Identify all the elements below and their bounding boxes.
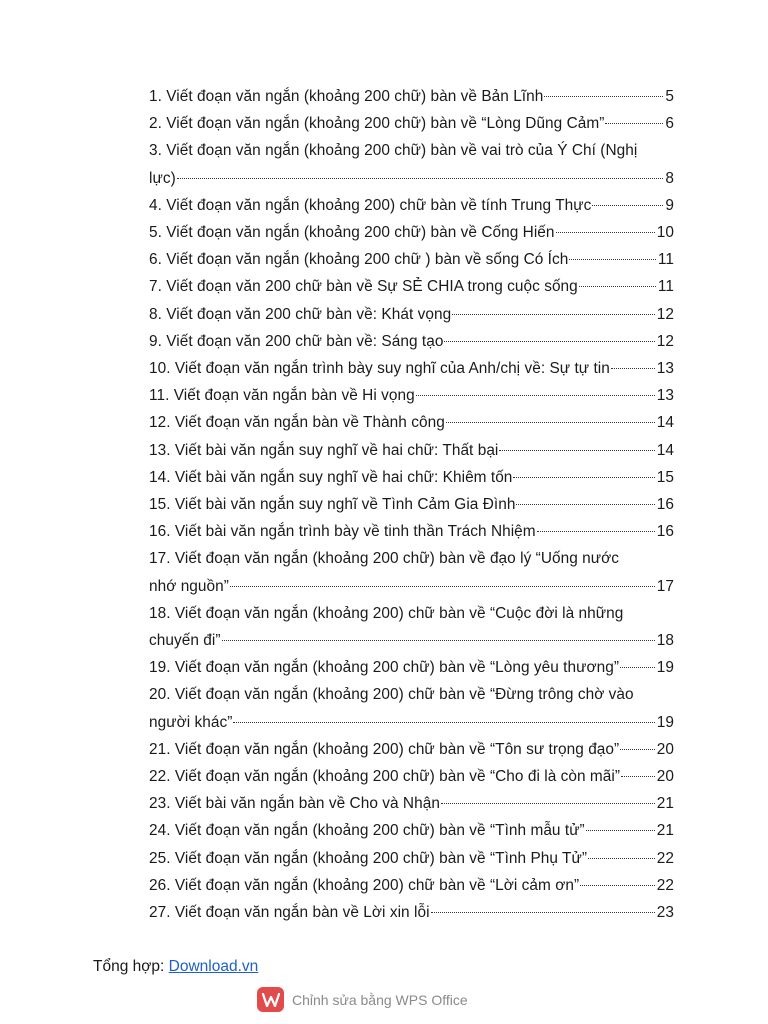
toc-page-number: 18 — [656, 632, 674, 650]
toc-entry[interactable] — [149, 872, 674, 899]
toc-entry[interactable] — [149, 518, 674, 545]
dot-leader — [452, 314, 655, 315]
toc-page-number: 21 — [656, 795, 674, 813]
dot-leader — [556, 232, 655, 233]
toc-entry[interactable] — [149, 600, 674, 654]
dot-leader — [592, 205, 663, 206]
toc-entry[interactable] — [149, 491, 674, 518]
toc-entry-text: lực) — [149, 169, 176, 187]
dot-leader — [441, 803, 655, 804]
toc-entry-text: 7. Viết đoạn văn 200 chữ bàn về Sự SẺ CHIA trong cuộc sống — [149, 278, 578, 296]
toc-page-number: 11 — [657, 278, 674, 296]
toc-entry[interactable] — [149, 83, 674, 110]
toc-page-number: 19 — [656, 713, 674, 731]
toc-entry-text: 5. Viết đoạn văn ngắn (khoảng 200 chữ) bàn về Cống Hiến — [149, 224, 555, 242]
toc-entry[interactable] — [149, 246, 674, 273]
toc-entry[interactable] — [149, 409, 674, 436]
toc-page-number: 23 — [656, 904, 674, 922]
dot-leader — [620, 749, 655, 750]
toc-entry[interactable] — [149, 464, 674, 491]
toc-entry-text: 20. Viết đoạn văn ngắn (khoảng 200) chữ bàn về “Đừng trông chờ vào — [149, 686, 634, 704]
toc-entry[interactable] — [149, 437, 674, 464]
toc-entry-text: 16. Viết bài văn ngắn trình bày về tinh thần Trách Nhiệm — [149, 523, 536, 541]
toc-entry[interactable] — [149, 845, 674, 872]
toc-page-number: 12 — [656, 332, 674, 350]
toc-entry-text: nhớ nguồn” — [149, 577, 229, 595]
dot-leader — [580, 885, 655, 886]
toc-entry[interactable] — [149, 817, 674, 844]
toc-entry[interactable] — [149, 736, 674, 763]
dot-leader — [588, 858, 655, 859]
toc-entry-text: 24. Viết đoạn văn ngắn (khoảng 200 chữ) bàn về “Tình mẫu tử” — [149, 822, 585, 840]
toc-entry[interactable] — [149, 545, 674, 599]
toc-entry-text: chuyến đi” — [149, 632, 221, 650]
dot-leader — [586, 830, 655, 831]
toc-entry[interactable] — [149, 219, 674, 246]
dot-leader — [611, 368, 655, 369]
download-vn-link[interactable]: Download.vn — [168, 958, 259, 975]
toc-page-number: 16 — [656, 523, 674, 541]
toc-page-number: 6 — [665, 115, 674, 133]
toc-entry-text: 18. Viết đoạn văn ngắn (khoảng 200) chữ bàn về “Cuộc đời là những — [149, 604, 624, 622]
toc-entry-text: 13. Viết bài văn ngắn suy nghĩ về hai chữ: Thất bại — [149, 441, 499, 459]
toc-entry-text: 8. Viết đoạn văn 200 chữ bàn về: Khát vọng — [149, 305, 452, 323]
dot-leader — [605, 123, 663, 124]
toc-entry[interactable] — [149, 899, 674, 926]
dot-leader — [230, 586, 655, 587]
toc-page-number: 14 — [656, 441, 674, 459]
toc-entry-text: 17. Viết đoạn văn ngắn (khoảng 200 chữ) bàn về đạo lý “Uống nước — [149, 550, 619, 568]
toc-entry[interactable] — [149, 328, 674, 355]
toc-entry[interactable] — [149, 192, 674, 219]
toc-entry-text: 12. Viết đoạn văn ngắn bàn về Thành công — [149, 414, 445, 432]
toc-entry-text: 14. Viết bài văn ngắn suy nghĩ về hai chữ: Khiêm tốn — [149, 468, 513, 486]
table-of-contents — [149, 83, 674, 926]
toc-page-number: 12 — [656, 305, 674, 323]
toc-page-number: 21 — [656, 822, 674, 840]
source-footer — [93, 953, 258, 980]
dot-leader — [431, 912, 655, 913]
dot-leader — [446, 422, 655, 423]
toc-page-number: 19 — [656, 659, 674, 677]
toc-entry[interactable] — [149, 273, 674, 300]
dot-leader — [579, 286, 656, 287]
toc-entry-text: 22. Viết đoạn văn ngắn (khoảng 200 chữ) bàn về “Cho đi là còn mãi” — [149, 768, 621, 786]
toc-page-number: 13 — [656, 387, 674, 405]
toc-page-number: 22 — [656, 876, 674, 894]
toc-entry-text: 10. Viết đoạn văn ngắn trình bày suy nghĩ của Anh/chị về: Sự tự tin — [149, 360, 610, 378]
dot-leader — [620, 667, 655, 668]
toc-page-number: 13 — [656, 360, 674, 378]
toc-entry-text: 26. Viết đoạn văn ngắn (khoảng 200) chữ bàn về “Lời cảm ơn” — [149, 876, 580, 894]
toc-entry[interactable] — [149, 301, 674, 328]
toc-entry-text: 2. Viết đoạn văn ngắn (khoảng 200 chữ) bàn về “Lòng Dũng Cảm” — [149, 115, 605, 133]
toc-entry-text: người khác” — [149, 713, 233, 731]
toc-entry-text: 27. Viết đoạn văn ngắn bàn về Lời xin lỗi — [149, 904, 430, 922]
toc-entry[interactable] — [149, 382, 674, 409]
toc-entry[interactable] — [149, 137, 674, 191]
dot-leader — [544, 96, 663, 97]
toc-entry-text: 9. Viết đoạn văn 200 chữ bàn về: Sáng tạo — [149, 332, 444, 350]
toc-page-number: 20 — [656, 768, 674, 786]
dot-leader — [177, 178, 664, 179]
dot-leader — [621, 776, 655, 777]
dot-leader — [569, 259, 656, 260]
wps-edit-label: Chỉnh sửa bằng WPS Office — [292, 991, 468, 1008]
toc-entry-text: 25. Viết đoạn văn ngắn (khoảng 200 chữ) bàn về “Tình Phụ Tử” — [149, 849, 588, 867]
toc-entry[interactable] — [149, 790, 674, 817]
toc-entry-text: 11. Viết đoạn văn ngắn bàn về Hi vọng — [149, 387, 415, 405]
dot-leader — [233, 722, 654, 723]
dot-leader — [499, 450, 654, 451]
toc-page-number: 15 — [656, 468, 674, 486]
wps-logo-icon — [257, 987, 284, 1012]
toc-page-number: 17 — [656, 577, 674, 595]
toc-entry-text: 21. Viết đoạn văn ngắn (khoảng 200) chữ bàn về “Tôn sư trọng đạo” — [149, 740, 620, 758]
toc-page-number: 14 — [656, 414, 674, 432]
toc-entry-text: 15. Viết bài văn ngắn suy nghĩ về Tình Cảm Gia Đình — [149, 496, 516, 514]
toc-entry-text: 23. Viết bài văn ngắn bàn về Cho và Nhận — [149, 795, 440, 813]
toc-page-number: 10 — [656, 224, 674, 242]
wps-edit-banner[interactable] — [257, 987, 468, 1012]
toc-entry[interactable] — [149, 355, 674, 382]
dot-leader — [222, 640, 655, 641]
toc-entry[interactable] — [149, 763, 674, 790]
toc-page-number: 22 — [656, 849, 674, 867]
toc-page-number: 5 — [665, 88, 674, 105]
dot-leader — [513, 477, 654, 478]
toc-page-number: 8 — [665, 169, 674, 187]
toc-entry-text: 3. Viết đoạn văn ngắn (khoảng 200 chữ) bàn về vai trò của Ý Chí (Nghị — [149, 142, 638, 160]
dot-leader — [516, 504, 654, 505]
toc-entry-text: 4. Viết đoạn văn ngắn (khoảng 200) chữ bàn về tính Trung Thực — [149, 196, 592, 214]
toc-page-number: 9 — [665, 196, 674, 214]
toc-page-number: 11 — [657, 251, 674, 269]
dot-leader — [444, 341, 654, 342]
toc-entry-text: 19. Viết đoạn văn ngắn (khoảng 200 chữ) bàn về “Lòng yêu thương” — [149, 659, 620, 677]
toc-entry-text: 6. Viết đoạn văn ngắn (khoảng 200 chữ ) bàn về sống Có Ích — [149, 251, 569, 269]
footer-label: Tổng hợp: — [93, 958, 169, 975]
toc-entry[interactable] — [149, 681, 674, 735]
toc-page-number: 16 — [656, 496, 674, 514]
toc-entry[interactable] — [149, 654, 674, 681]
toc-entry-text: 1. Viết đoạn văn ngắn (khoảng 200 chữ) bàn về Bản Lĩnh — [149, 88, 544, 105]
dot-leader — [416, 395, 655, 396]
toc-entry[interactable] — [149, 110, 674, 137]
dot-leader — [537, 531, 655, 532]
toc-page-number: 20 — [656, 740, 674, 758]
